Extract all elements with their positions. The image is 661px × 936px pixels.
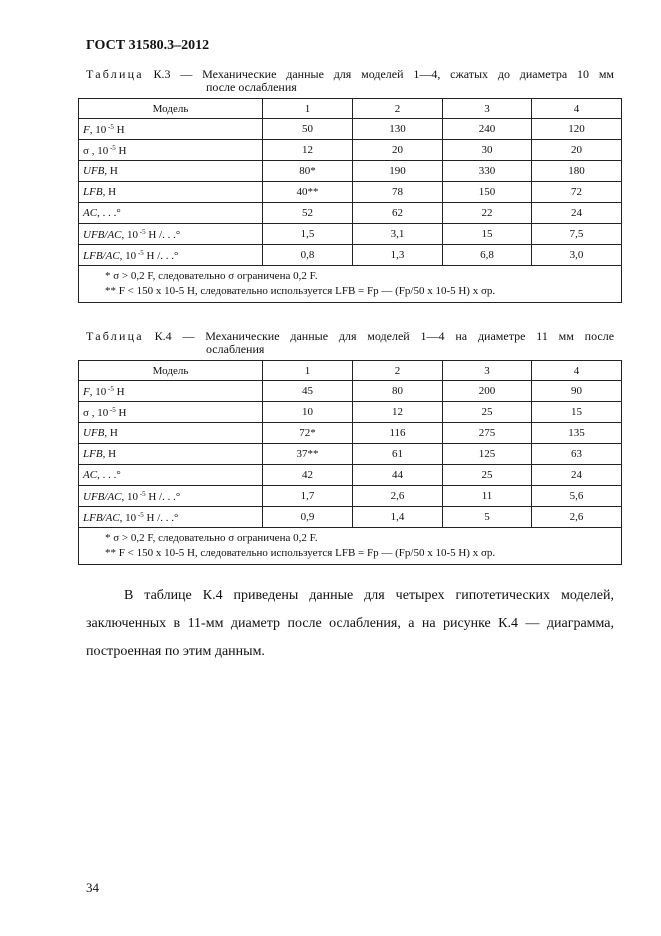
value-cell: 52 xyxy=(263,203,353,224)
value-cell: 62 xyxy=(353,203,443,224)
value-cell: 90 xyxy=(532,381,622,402)
table-row xyxy=(79,402,622,423)
table-k3 xyxy=(78,98,622,303)
value-cell: 135 xyxy=(532,423,622,444)
row-parameter-cell: UFB, Н xyxy=(79,423,263,444)
value-cell: 5 xyxy=(443,507,532,528)
value-cell: 24 xyxy=(532,465,622,486)
table-row xyxy=(79,486,622,507)
value-cell: 120 xyxy=(532,119,622,140)
row-parameter-cell: UFB/AC, 10 $^{-5}$ Н /. . .° xyxy=(79,486,263,507)
column-header-2: 2 xyxy=(353,361,443,381)
value-cell: 12 xyxy=(353,402,443,423)
footnote-2: ** F < 150 x 10-5 Н, следовательно используется LFB = Fp — (Fp/50 x 10-5 Н) x σp. xyxy=(105,547,496,559)
table-row xyxy=(79,182,622,203)
value-cell: 7,5 xyxy=(532,224,622,245)
value-cell: 25 xyxy=(443,465,532,486)
column-header-4: 4 xyxy=(532,361,622,381)
value-cell: 11 xyxy=(443,486,532,507)
value-cell: 80* xyxy=(263,161,353,182)
value-cell: 45 xyxy=(263,381,353,402)
value-cell: 200 xyxy=(443,381,532,402)
value-cell: 40** xyxy=(263,182,353,203)
table-k4-caption-text: — Механические данные для моделей 1—4 на диаметре 11 мм после xyxy=(182,329,615,343)
row-parameter-cell: LFB/AC, 10 $^{-5}$ Н /. . .° xyxy=(79,507,263,528)
table-header-row xyxy=(79,361,622,381)
table-notes-row xyxy=(79,266,622,303)
table-k3-caption xyxy=(86,68,614,94)
row-parameter-cell: LFB, Н xyxy=(79,182,263,203)
value-cell: 42 xyxy=(263,465,353,486)
value-cell: 22 xyxy=(443,203,532,224)
value-cell: 130 xyxy=(353,119,443,140)
table-row xyxy=(79,507,622,528)
table-row xyxy=(79,245,622,266)
value-cell: 37** xyxy=(263,444,353,465)
value-cell: 5,6 xyxy=(532,486,622,507)
row-parameter-cell: AC, . . .° xyxy=(79,203,263,224)
table-row xyxy=(79,381,622,402)
value-cell: 30 xyxy=(443,140,532,161)
value-cell: 1,4 xyxy=(353,507,443,528)
table-header-row xyxy=(79,99,622,119)
value-cell: 72* xyxy=(263,423,353,444)
table-row xyxy=(79,444,622,465)
table-k3-caption-label: Таблица xyxy=(86,67,144,81)
table-k3-caption-text-2: после ослабления xyxy=(206,80,297,94)
table-k4-caption xyxy=(86,330,614,356)
value-cell: 20 xyxy=(353,140,443,161)
page-number: 34 xyxy=(86,880,99,895)
table-row xyxy=(79,161,622,182)
value-cell: 2,6 xyxy=(532,507,622,528)
row-parameter-cell: AC, . . .° xyxy=(79,465,263,486)
value-cell: 12 xyxy=(263,140,353,161)
value-cell: 20 xyxy=(532,140,622,161)
value-cell: 25 xyxy=(443,402,532,423)
table-k3-caption-text: — Механические данные для моделей 1—4, сжатых до диаметра 10 мм xyxy=(180,67,615,81)
value-cell: 190 xyxy=(353,161,443,182)
column-header-1: 1 xyxy=(263,99,353,119)
value-cell: 0,9 xyxy=(263,507,353,528)
body-paragraph xyxy=(86,582,614,666)
value-cell: 15 xyxy=(532,402,622,423)
value-cell: 180 xyxy=(532,161,622,182)
document-header: ГОСТ 31580.3–2012 xyxy=(86,38,210,53)
value-cell: 116 xyxy=(353,423,443,444)
value-cell: 3,1 xyxy=(353,224,443,245)
table-row xyxy=(79,423,622,444)
column-header-2: 2 xyxy=(353,99,443,119)
value-cell: 61 xyxy=(353,444,443,465)
row-parameter-cell: LFB, Н xyxy=(79,444,263,465)
footnote-1: * σ > 0,2 F, следовательно σ ограничена 0,2 F. xyxy=(105,270,318,282)
value-cell: 330 xyxy=(443,161,532,182)
column-header-3: 3 xyxy=(443,361,532,381)
footnote-2: ** F < 150 x 10-5 Н, следовательно используется LFB = Fp — (Fp/50 x 10-5 Н) x σp. xyxy=(105,285,496,297)
row-parameter-cell: σ , 10 $^{-5}$ Н xyxy=(79,402,263,423)
row-parameter-cell: LFB/AC, 10 $^{-5}$ Н /. . .° xyxy=(79,245,263,266)
value-cell: 24 xyxy=(532,203,622,224)
table-k4-caption-label: Таблица xyxy=(86,329,144,343)
column-header-model: Модель xyxy=(79,99,263,119)
value-cell: 44 xyxy=(353,465,443,486)
value-cell: 80 xyxy=(353,381,443,402)
row-parameter-cell: UFB, Н xyxy=(79,161,263,182)
value-cell: 1,3 xyxy=(353,245,443,266)
value-cell: 50 xyxy=(263,119,353,140)
value-cell: 6,8 xyxy=(443,245,532,266)
value-cell: 150 xyxy=(443,182,532,203)
table-k4-caption-text-2: ослабления xyxy=(206,342,265,356)
table-row xyxy=(79,119,622,140)
value-cell: 72 xyxy=(532,182,622,203)
table-k3-caption-number: К.3 xyxy=(153,67,171,81)
column-header-4: 4 xyxy=(532,99,622,119)
value-cell: 0,8 xyxy=(263,245,353,266)
table-row xyxy=(79,224,622,245)
value-cell: 125 xyxy=(443,444,532,465)
table-notes-row xyxy=(79,528,622,565)
body-paragraph-text: В таблице К.4 приведены данные для четырех гипотетических моделей, заключенных в 11-мм диаметр после ослабления, а на рисунке К.4 — диаграмма, построенная по этим данным. xyxy=(86,588,614,659)
value-cell: 78 xyxy=(353,182,443,203)
value-cell: 63 xyxy=(532,444,622,465)
table-row xyxy=(79,140,622,161)
row-parameter-cell: F, 10 $^{-5}$ Н xyxy=(79,381,263,402)
row-parameter-cell: σ , 10 $^{-5}$ Н xyxy=(79,140,263,161)
value-cell: 1,5 xyxy=(263,224,353,245)
footnote-1: * σ > 0,2 F, следовательно σ ограничена 0,2 F. xyxy=(105,532,318,544)
row-parameter-cell: UFB/AC, 10 $^{-5}$ Н /. . .° xyxy=(79,224,263,245)
value-cell: 15 xyxy=(443,224,532,245)
table-row xyxy=(79,203,622,224)
value-cell: 10 xyxy=(263,402,353,423)
table-k4 xyxy=(78,360,622,565)
value-cell: 1,7 xyxy=(263,486,353,507)
table-k4-caption-number: К.4 xyxy=(154,329,172,343)
row-parameter-cell: F, 10 $^{-5}$ Н xyxy=(79,119,263,140)
value-cell: 275 xyxy=(443,423,532,444)
column-header-model: Модель xyxy=(79,361,263,381)
value-cell: 3,0 xyxy=(532,245,622,266)
value-cell: 240 xyxy=(443,119,532,140)
table-notes-cell xyxy=(79,266,622,303)
table-notes-cell xyxy=(79,528,622,565)
value-cell: 2,6 xyxy=(353,486,443,507)
column-header-3: 3 xyxy=(443,99,532,119)
column-header-1: 1 xyxy=(263,361,353,381)
table-row xyxy=(79,465,622,486)
